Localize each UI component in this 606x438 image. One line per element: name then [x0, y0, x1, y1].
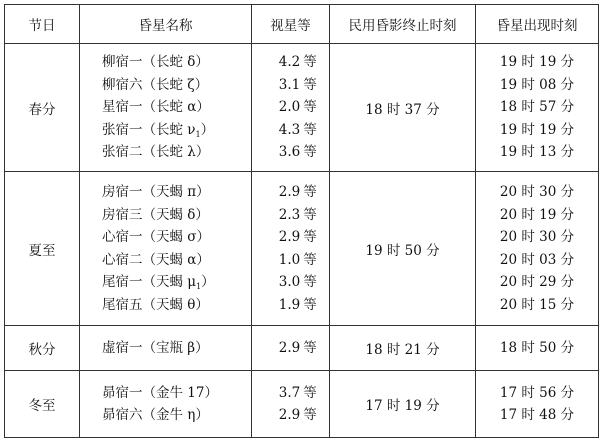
appear-time: 19 时 19 分 — [499, 121, 575, 138]
season-cell: 冬至 — [5, 371, 80, 438]
magnitude — [252, 51, 329, 74]
magnitude — [252, 294, 329, 317]
season-cell: 春分 — [5, 44, 80, 172]
star-name-text: 张宿一（长蛇 ν — [102, 121, 196, 138]
magnitude — [252, 226, 329, 249]
magnitude-cell — [252, 44, 330, 172]
appear-time: 20 时 15 分 — [499, 296, 575, 313]
star-name-text: 房宿一（天蝎 π） — [102, 184, 210, 200]
magnitude-unit: 等 — [303, 296, 317, 313]
header-cell: 民用昏影终止时刻 — [330, 5, 476, 44]
star-name — [80, 181, 251, 204]
magnitude-unit: 等 — [303, 229, 317, 245]
table-row — [5, 326, 599, 371]
appear-time-cell — [476, 326, 599, 371]
magnitude — [252, 404, 329, 427]
star-name — [80, 404, 251, 427]
civil-twilight-end-cell: 18 时 21 分 — [330, 326, 476, 371]
star-name-cell — [80, 172, 252, 326]
appear-time: 19 时 13 分 — [499, 144, 575, 161]
star-name — [80, 74, 251, 97]
star-name — [80, 141, 251, 164]
header-cell: 视星等 — [252, 5, 330, 44]
magnitude — [252, 96, 329, 119]
appear-time: 18 时 50 分 — [499, 339, 575, 356]
civil-twilight-end-cell: 19 时 50 分 — [330, 172, 476, 326]
magnitude-cell — [252, 172, 330, 326]
magnitude-value: 2.9 — [278, 339, 301, 356]
magnitude-unit: 等 — [303, 144, 317, 161]
appear-time: 19 时 08 分 — [499, 76, 575, 93]
star-name-text: 张宿二（长蛇 λ） — [102, 144, 210, 161]
table-row — [5, 44, 599, 172]
star-name-text: 柳宿一（长蛇 δ） — [102, 54, 209, 71]
star-name-cell — [80, 326, 252, 371]
appear-time: 17 时 48 分 — [499, 407, 575, 423]
magnitude-unit: 等 — [303, 99, 317, 116]
magnitude-value: 1.0 — [278, 251, 301, 268]
magnitude-unit: 等 — [303, 76, 317, 93]
appear-time: 20 时 30 分 — [499, 184, 575, 200]
magnitude — [252, 337, 329, 360]
star-name — [80, 337, 251, 360]
star-name — [80, 204, 251, 227]
appear-time: 19 时 19 分 — [499, 54, 575, 71]
magnitude-cell — [252, 371, 330, 438]
magnitude-unit: 等 — [303, 251, 317, 268]
star-name — [80, 249, 251, 272]
star-name-text: 昴宿一（金牛 17） — [102, 384, 218, 401]
appear-time: 20 时 30 分 — [499, 229, 575, 245]
magnitude — [252, 141, 329, 164]
star-name-text: 虚宿一（宝瓶 β） — [102, 339, 209, 356]
magnitude-value: 2.9 — [278, 184, 301, 200]
star-name-text: 房宿三（天蝎 δ） — [102, 206, 209, 223]
magnitude-value: 2.9 — [278, 229, 301, 245]
magnitude-unit: 等 — [303, 274, 317, 290]
star-table — [4, 4, 599, 438]
magnitude — [252, 181, 329, 204]
star-name — [80, 51, 251, 74]
appear-time-cell — [476, 44, 599, 172]
magnitude-value: 3.1 — [278, 76, 301, 93]
magnitude-value: 4.2 — [278, 54, 301, 71]
appear-time: 20 时 29 分 — [499, 274, 575, 290]
magnitude — [252, 204, 329, 227]
star-name-cell — [80, 371, 252, 438]
star-name — [80, 119, 251, 142]
star-name-tail: ） — [201, 274, 215, 290]
civil-twilight-end-cell: 17 时 19 分 — [330, 371, 476, 438]
magnitude-value: 2.0 — [278, 99, 301, 116]
magnitude-unit: 等 — [303, 384, 317, 401]
header-row — [5, 5, 599, 44]
magnitude-value: 2.9 — [278, 407, 301, 423]
header-cell: 昏星名称 — [80, 5, 252, 44]
star-name — [80, 294, 251, 317]
civil-twilight-end-cell: 18 时 37 分 — [330, 44, 476, 172]
magnitude-unit: 等 — [303, 184, 317, 200]
star-name-text: 星宿一（长蛇 α） — [102, 99, 210, 116]
star-name-subscript: 1 — [196, 282, 202, 291]
season-cell: 秋分 — [5, 326, 80, 371]
magnitude-value: 4.3 — [278, 121, 301, 138]
star-name — [80, 226, 251, 249]
appear-time: 20 时 19 分 — [499, 206, 575, 223]
magnitude-value: 3.6 — [278, 144, 301, 161]
star-name — [80, 96, 251, 119]
star-name-cell — [80, 44, 252, 172]
magnitude-unit: 等 — [303, 407, 317, 423]
star-name-text: 心宿二（天蝎 α） — [102, 251, 210, 268]
appear-time-cell — [476, 172, 599, 326]
star-name-text: 心宿一（天蝎 σ） — [102, 229, 211, 245]
magnitude — [252, 271, 329, 294]
appear-time: 20 时 03 分 — [499, 251, 575, 268]
star-name — [80, 382, 251, 405]
magnitude-value: 1.9 — [278, 296, 301, 313]
magnitude — [252, 119, 329, 142]
magnitude-value: 2.3 — [278, 206, 301, 223]
magnitude-value: 3.7 — [278, 384, 301, 401]
star-name-text: 尾宿五（天蝎 θ） — [102, 296, 209, 313]
magnitude — [252, 382, 329, 405]
season-cell: 夏至 — [5, 172, 80, 326]
star-name-tail: ） — [200, 121, 215, 138]
magnitude — [252, 74, 329, 97]
magnitude-value: 3.0 — [278, 274, 301, 290]
appear-time: 17 时 56 分 — [499, 384, 575, 401]
header-cell: 节日 — [5, 5, 80, 44]
table-row — [5, 371, 599, 438]
star-name-text: 尾宿一（天蝎 μ — [102, 274, 197, 290]
star-name-text: 昴宿六（金牛 η） — [102, 407, 209, 423]
star-name — [80, 271, 251, 294]
table-row — [5, 172, 599, 326]
magnitude-unit: 等 — [303, 54, 317, 71]
magnitude-unit: 等 — [303, 339, 317, 356]
magnitude — [252, 249, 329, 272]
magnitude-cell — [252, 326, 330, 371]
appear-time-cell — [476, 371, 599, 438]
magnitude-unit: 等 — [303, 206, 317, 223]
magnitude-unit: 等 — [303, 121, 317, 138]
star-name-text: 柳宿六（长蛇 ζ） — [102, 76, 209, 93]
star-name-subscript: 1 — [195, 129, 201, 139]
header-cell: 昏星出现时刻 — [476, 5, 599, 44]
appear-time: 18 时 57 分 — [499, 99, 575, 116]
